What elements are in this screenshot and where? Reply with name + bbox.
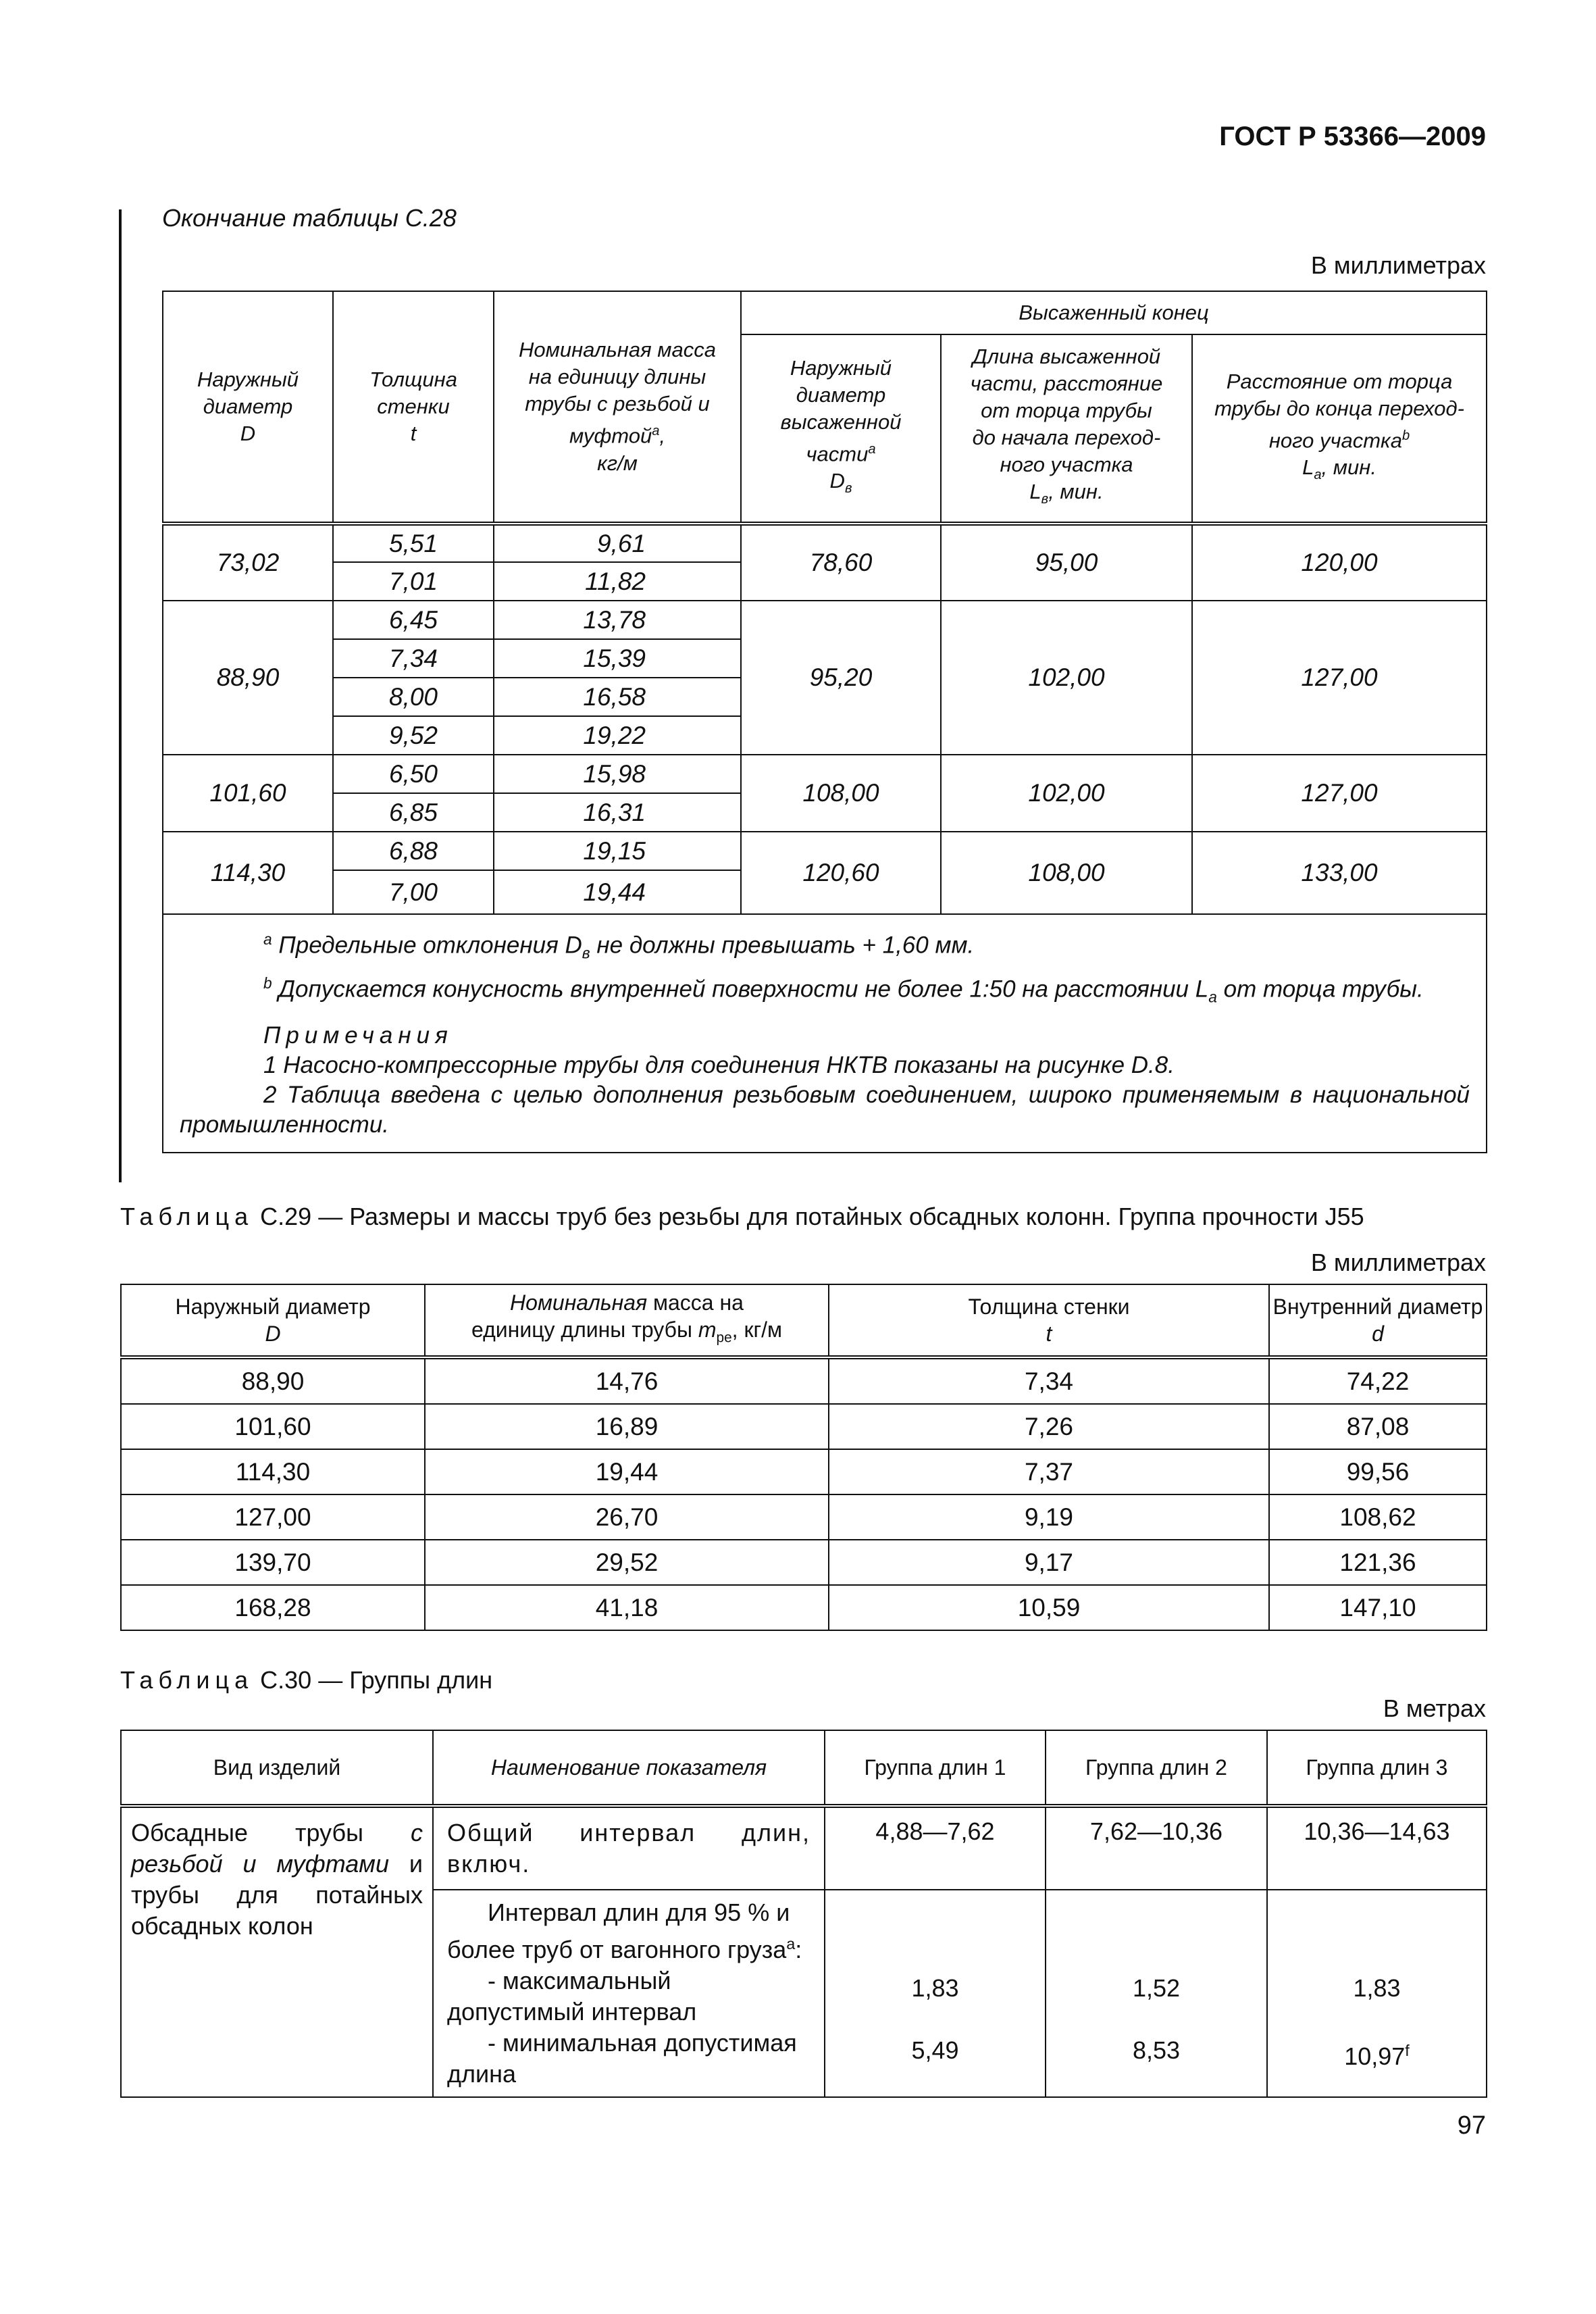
wall-cell: 7,34 bbox=[829, 1357, 1269, 1404]
table28 bbox=[162, 291, 1487, 1153]
note-2: 2 Таблица введена с целью дополнения резьбовым соединением, широко применяемым в национальной промышленности. bbox=[180, 1082, 1470, 1138]
outer-diameter-cell: 114,30 bbox=[163, 832, 333, 914]
inner-diameter-cell: 74,22 bbox=[1269, 1357, 1487, 1404]
wall-cell: 6,88 bbox=[333, 832, 494, 870]
group-3-cell: 10,36—14,63 bbox=[1267, 1806, 1487, 1890]
header-group-1: Группа длин 1 bbox=[825, 1730, 1046, 1806]
mass-cell: 15,98 bbox=[494, 755, 741, 793]
upset-diameter-cell: 108,00 bbox=[741, 755, 941, 832]
upset-length-cell: 108,00 bbox=[941, 832, 1192, 914]
revision-margin-bar bbox=[119, 209, 122, 1182]
outer-diameter-cell: 127,00 bbox=[121, 1494, 425, 1540]
wall-cell: 6,45 bbox=[333, 601, 494, 639]
table30-title: Таблица С.30 — Группы длин bbox=[120, 1666, 493, 1694]
document-code: ГОСТ Р 53366—2009 bbox=[1219, 122, 1486, 151]
header-indicator: Наименование показателя bbox=[433, 1730, 825, 1806]
table28-caption: Окончание таблицы С.28 bbox=[162, 204, 457, 232]
table28-units: В миллиметрах bbox=[1310, 251, 1486, 279]
mass-cell: 16,89 bbox=[425, 1404, 829, 1449]
table-row bbox=[163, 755, 1487, 793]
distance-cell: 120,00 bbox=[1192, 524, 1487, 601]
table-row bbox=[121, 1585, 1487, 1630]
indicator-cell bbox=[433, 1890, 825, 2097]
table-row bbox=[121, 1404, 1487, 1449]
max-interval-value: 1,83 bbox=[911, 1974, 959, 2002]
wall-cell: 9,19 bbox=[829, 1494, 1269, 1540]
outer-diameter-cell: 139,70 bbox=[121, 1540, 425, 1585]
header-wall-thickness: Толщина стенки t bbox=[333, 291, 494, 524]
min-length-label: - минимальная допустимая длина bbox=[447, 2029, 797, 2088]
mass-cell: 19,22 bbox=[494, 716, 741, 755]
mass-cell: 19,15 bbox=[494, 832, 741, 870]
group-2-cell bbox=[1046, 1890, 1267, 2097]
header-upset-diameter: Наружный диаметр высаженной части$^a$ $D_в$ bbox=[741, 334, 941, 524]
max-interval-value: 1,83 bbox=[1353, 1974, 1401, 2002]
mass-cell: 19,44 bbox=[494, 870, 741, 914]
table-row bbox=[121, 1540, 1487, 1585]
footnote-b: $^b$ Допускается конусность внутренней поверхности не более 1:50 на расстоянии $L_a$ от торца трубы. bbox=[263, 974, 1424, 1006]
upset-diameter-cell: 120,60 bbox=[741, 832, 941, 914]
mass-cell: 16,31 bbox=[494, 793, 741, 832]
wall-cell: 6,50 bbox=[333, 755, 494, 793]
mass-cell: 9,61 bbox=[494, 524, 741, 562]
wall-cell: 8,00 bbox=[333, 678, 494, 716]
outer-diameter-cell: 73,02 bbox=[163, 524, 333, 601]
wall-cell: 5,51 bbox=[333, 524, 494, 562]
wall-cell: 7,37 bbox=[829, 1449, 1269, 1494]
wall-cell: 10,59 bbox=[829, 1585, 1269, 1630]
table28-notes bbox=[163, 914, 1487, 1153]
table-row bbox=[163, 524, 1487, 562]
group-1-cell: 4,88—7,62 bbox=[825, 1806, 1046, 1890]
header-outer-diameter: Наружный диаметр D bbox=[121, 1284, 425, 1357]
mass-cell: 19,44 bbox=[425, 1449, 829, 1494]
distance-cell: 133,00 bbox=[1192, 832, 1487, 914]
upset-length-cell: 102,00 bbox=[941, 755, 1192, 832]
header-group-3: Группа длин 3 bbox=[1267, 1730, 1487, 1806]
outer-diameter-cell: 114,30 bbox=[121, 1449, 425, 1494]
header-distance: Расстояние от торца трубы до конца переход- ного участка$^b$ $L_a$, мин. bbox=[1192, 334, 1487, 524]
mass-cell: 13,78 bbox=[494, 601, 741, 639]
header-product-type: Вид изделий bbox=[121, 1730, 433, 1806]
header-wall-thickness: Толщина стенки t bbox=[829, 1284, 1269, 1357]
min-length-value: 5,49 bbox=[911, 2036, 959, 2064]
table30 bbox=[120, 1730, 1487, 2098]
table-row bbox=[163, 832, 1487, 870]
product-type-cell: Обсадные трубы с резьбой и муфтами и трубы для потайных обсадных колон bbox=[121, 1806, 433, 2097]
page-number: 97 bbox=[1457, 2111, 1486, 2140]
indicator-cell: Общий интервал длин, включ. bbox=[433, 1806, 825, 1890]
upset-length-cell: 102,00 bbox=[941, 601, 1192, 755]
header-nominal-mass: Номинальная масса на единицу длины трубы $m_{pe}$, кг/м bbox=[425, 1284, 829, 1357]
mass-cell: 16,58 bbox=[494, 678, 741, 716]
outer-diameter-cell: 101,60 bbox=[163, 755, 333, 832]
notes-title: Примечания bbox=[263, 1022, 453, 1049]
footnote-a: $^a$ Предельные отклонения $D_в$ не должны превышать + 1,60 мм. bbox=[263, 930, 975, 962]
inner-diameter-cell: 99,56 bbox=[1269, 1449, 1487, 1494]
outer-diameter-cell: 168,28 bbox=[121, 1585, 425, 1630]
distance-cell: 127,00 bbox=[1192, 755, 1487, 832]
wall-cell: 6,85 bbox=[333, 793, 494, 832]
table-row bbox=[121, 1806, 1487, 1890]
outer-diameter-cell: 101,60 bbox=[121, 1404, 425, 1449]
mass-cell: 29,52 bbox=[425, 1540, 829, 1585]
wall-cell: 7,26 bbox=[829, 1404, 1269, 1449]
table-row bbox=[121, 1357, 1487, 1404]
table29 bbox=[120, 1284, 1487, 1631]
header-group-2: Группа длин 2 bbox=[1046, 1730, 1267, 1806]
inner-diameter-cell: 108,62 bbox=[1269, 1494, 1487, 1540]
table-row bbox=[163, 601, 1487, 639]
group-2-cell: 7,62—10,36 bbox=[1046, 1806, 1267, 1890]
interval-title: Интервал длин для 95 % и более труб от вагонного груза$^a$: bbox=[447, 1898, 802, 1963]
wall-cell: 7,34 bbox=[333, 639, 494, 678]
upset-diameter-cell: 78,60 bbox=[741, 524, 941, 601]
wall-cell: 7,00 bbox=[333, 870, 494, 914]
mass-cell: 26,70 bbox=[425, 1494, 829, 1540]
distance-cell: 127,00 bbox=[1192, 601, 1487, 755]
wall-cell: 9,17 bbox=[829, 1540, 1269, 1585]
table-row bbox=[121, 1449, 1487, 1494]
group-3-cell bbox=[1267, 1890, 1487, 2097]
inner-diameter-cell: 87,08 bbox=[1269, 1404, 1487, 1449]
mass-cell: 15,39 bbox=[494, 639, 741, 678]
outer-diameter-cell: 88,90 bbox=[163, 601, 333, 755]
table30-units: В метрах bbox=[1383, 1694, 1486, 1722]
header-upset-end: Высаженный конец bbox=[741, 291, 1487, 334]
mass-cell: 11,82 bbox=[494, 562, 741, 601]
mass-cell: 41,18 bbox=[425, 1585, 829, 1630]
upset-diameter-cell: 95,20 bbox=[741, 601, 941, 755]
table29-units: В миллиметрах bbox=[1310, 1249, 1486, 1276]
group-1-cell bbox=[825, 1890, 1046, 2097]
wall-cell: 7,01 bbox=[333, 562, 494, 601]
mass-cell: 14,76 bbox=[425, 1357, 829, 1404]
header-upset-length: Длина высаженной части, расстояние от торца трубы до начала переход- ного участка $L_в$, мин. bbox=[941, 334, 1192, 524]
inner-diameter-cell: 121,36 bbox=[1269, 1540, 1487, 1585]
inner-diameter-cell: 147,10 bbox=[1269, 1585, 1487, 1630]
max-interval-value: 1,52 bbox=[1132, 1974, 1181, 2002]
outer-diameter-cell: 88,90 bbox=[121, 1357, 425, 1404]
header-outer-diameter: Наружный диаметр D bbox=[163, 291, 333, 524]
min-length-value: 8,53 bbox=[1132, 2036, 1181, 2064]
note-1: 1 Насосно-компрессорные трубы для соединения НКТВ показаны на рисунке D.8. bbox=[263, 1052, 1175, 1079]
min-length-value: 10,97$^f$ bbox=[1344, 2042, 1410, 2070]
wall-cell: 9,52 bbox=[333, 716, 494, 755]
table-row bbox=[121, 1494, 1487, 1540]
header-nominal-mass: Номинальная масса на единицу длины трубы с резьбой и муфтой$^a$, кг/м bbox=[494, 291, 741, 524]
upset-length-cell: 95,00 bbox=[941, 524, 1192, 601]
max-interval-label: - максимальный допустимый интервал bbox=[447, 1967, 697, 2026]
table29-title: Таблица С.29 — Размеры и массы труб без резьбы для потайных обсадных колонн. Группа прочности J55 bbox=[120, 1203, 1364, 1230]
header-inner-diameter: Внутренний диаметр d bbox=[1269, 1284, 1487, 1357]
